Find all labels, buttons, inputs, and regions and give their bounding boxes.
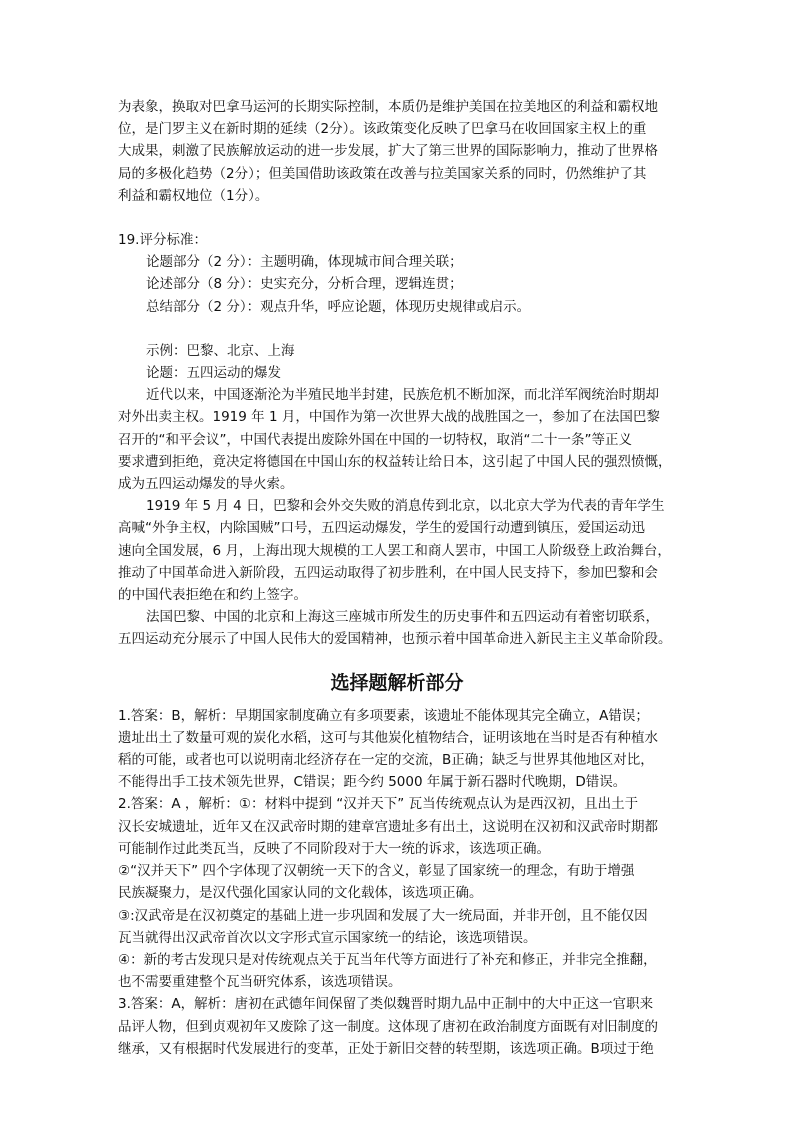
essay-paragraph (118, 495, 676, 606)
text-line: 品评人物，但到贞观初年又废除了这一制度。这体现了唐初在政治制度方面既有对旧制度的 (118, 1018, 658, 1035)
text-line: 汉长安城遗址，近年又在汉武帝时期的建章宫遗址多有出土，这说明在汉初和汉武帝时期都 (118, 818, 658, 835)
text-line: 对外出卖主权。1919 年 1 月，中国作为第一次世界大战的战胜国之一，参加了在法国巴黎 (118, 409, 660, 426)
example-label: 示例：巴黎、北京、上海 (146, 342, 295, 359)
text-line: 瓦当就得出汉武帝首次以文字形式宣示国家统一的结论，该选项错误。 (118, 929, 537, 946)
text-line: 要求遭到拒绝，竟决定将德国在中国山东的权益转让给日本，这引起了中国人民的强烈愤慨， (118, 453, 672, 470)
text-line: 位，是门罗主义在新时期的延续（2分）。该政策变化反映了巴拿马在收回国家主权上的重 (118, 121, 647, 138)
text-line: 局的多极化趋势（2分）；但美国借助该政策在改善与拉美国家关系的同时，仍然维护了其 (118, 165, 647, 182)
text-line: 1919 年 5 月 4 日，巴黎和会外交失败的消息传到北京，以北京大学为代表的青年学生 (146, 498, 665, 515)
answer-item (118, 705, 676, 794)
criteria-item: 论题部分（2 分）：主题明确，体现城市间合理关联； (146, 254, 463, 271)
text-line: 为表象，换取对巴拿马运河的长期实际控制，本质仍是维护美国在拉美地区的利益和霸权地 (118, 99, 658, 115)
text-line: 大成果，刺激了民族解放运动的进一步发展，扩大了第三世界的国际影响力，推动了世界格 (118, 143, 658, 160)
q19-heading: 19.评分标准： (118, 232, 207, 249)
text-line: 五四运动充分展示了中国人民伟大的爱国精神，也预示着中国革命进入新民主主义革命阶段。 (118, 631, 672, 648)
text-line: 2.答案：A ，解析：①：材料中提到 “汉并天下” 瓦当传统观点认为是西汉初，且出土于 (118, 796, 639, 813)
text-line: 1.答案：B，解析：早期国家制度确立有多项要素，该遗址不能体现其完全确立，A错误； (118, 707, 649, 724)
text-line: 3.答案：A，解析：唐初在武德年间保留了类似魏晋时期九品中正制中的大中正这一官职来 (118, 996, 654, 1013)
text-line: 高喊“外争主权，内除国贼”口号，五四运动爆发，学生的爱国行动遭到镇压，爱国运动迅 (118, 520, 645, 537)
text-line: 速向全国发展，6 月，上海出现大规模的工人罢工和商人罢市，中国工人阶级登上政治舞台， (118, 542, 671, 559)
thesis-label: 论题：五四运动的爆发 (146, 365, 281, 382)
criteria-item: 论述部分（8 分）：史实充分，分析合理，逻辑连贯； (146, 276, 463, 293)
answer-item (118, 993, 676, 1060)
text-line: 法国巴黎、中国的北京和上海这三座城市所发生的历史事件和五四运动有着密切联系， (146, 609, 659, 626)
q18-answer-tail (118, 96, 676, 207)
essay-paragraph (118, 384, 676, 495)
text-line: 也不需要重建整个瓦当研究体系，该选项错误。 (118, 974, 402, 991)
text-line: 稻的可能，或者也可以说明南北经济存在一定的交流，B正确；缺乏与世界其他地区对比， (118, 752, 654, 769)
choice-answers (118, 705, 676, 1060)
text-line: ②“汉并天下” 四个字体现了汉朝统一天下的含义，彰显了国家统一的理念，有助于增强 (118, 863, 635, 880)
q19-scoring-section (118, 229, 676, 651)
text-line: 不能得出手工技术领先世界，C错误；距今约 5000 年属于新石器时代晚期，D错误。 (118, 774, 627, 791)
criteria-item: 总结部分（2 分）：观点升华，呼应论题，体现历史规律或启示。 (146, 298, 531, 315)
text-line: 推动了中国革命进入新阶段，五四运动取得了初步胜利，在中国人民支持下，参加巴黎和会 (118, 564, 658, 581)
section-title: 选择题解析部分 (330, 671, 464, 694)
text-line: 近代以来，中国逐渐沦为半殖民地半封建，民族危机不断加深，而北洋军阀统治时期却 (146, 387, 659, 404)
text-line: 民族凝聚力，是汉代强化国家认同的文化载体，该选项正确。 (118, 885, 483, 902)
text-line: 继承，又有根据时代发展进行的变革，正处于新旧交替的转型期，该选项正确。B项过于绝 (118, 1040, 654, 1057)
essay-paragraph (118, 606, 676, 650)
text-line: ④：新的考古发现只是对传统观点关于瓦当年代等方面进行了补充和修正，并非完全推翻， (118, 951, 657, 968)
text-line: 召开的“和平会议”，中国代表提出废除外国在中国的一切特权，取消“二十一条”等正义 (118, 431, 632, 448)
answer-item (118, 793, 676, 993)
text-line: 遗址出土了数量可观的炭化水稻，这可与其他炭化植物结合，证明该地在当时是否有种植水 (118, 729, 658, 746)
text-line: ③:汉武帝是在汉初奠定的基础上进一步巩固和发展了大一统局面，并非开创，且不能仅因 (118, 907, 648, 924)
text-line: 的中国代表拒绝在和约上签字。 (118, 587, 307, 604)
text-line: 成为五四运动爆发的导火索。 (118, 476, 294, 493)
text-line: 利益和霸权地位（1分）。 (118, 187, 269, 204)
text-line: 可能制作过此类瓦当，反映了不同阶段对于大一统的诉求，该选项正确。 (118, 840, 550, 857)
